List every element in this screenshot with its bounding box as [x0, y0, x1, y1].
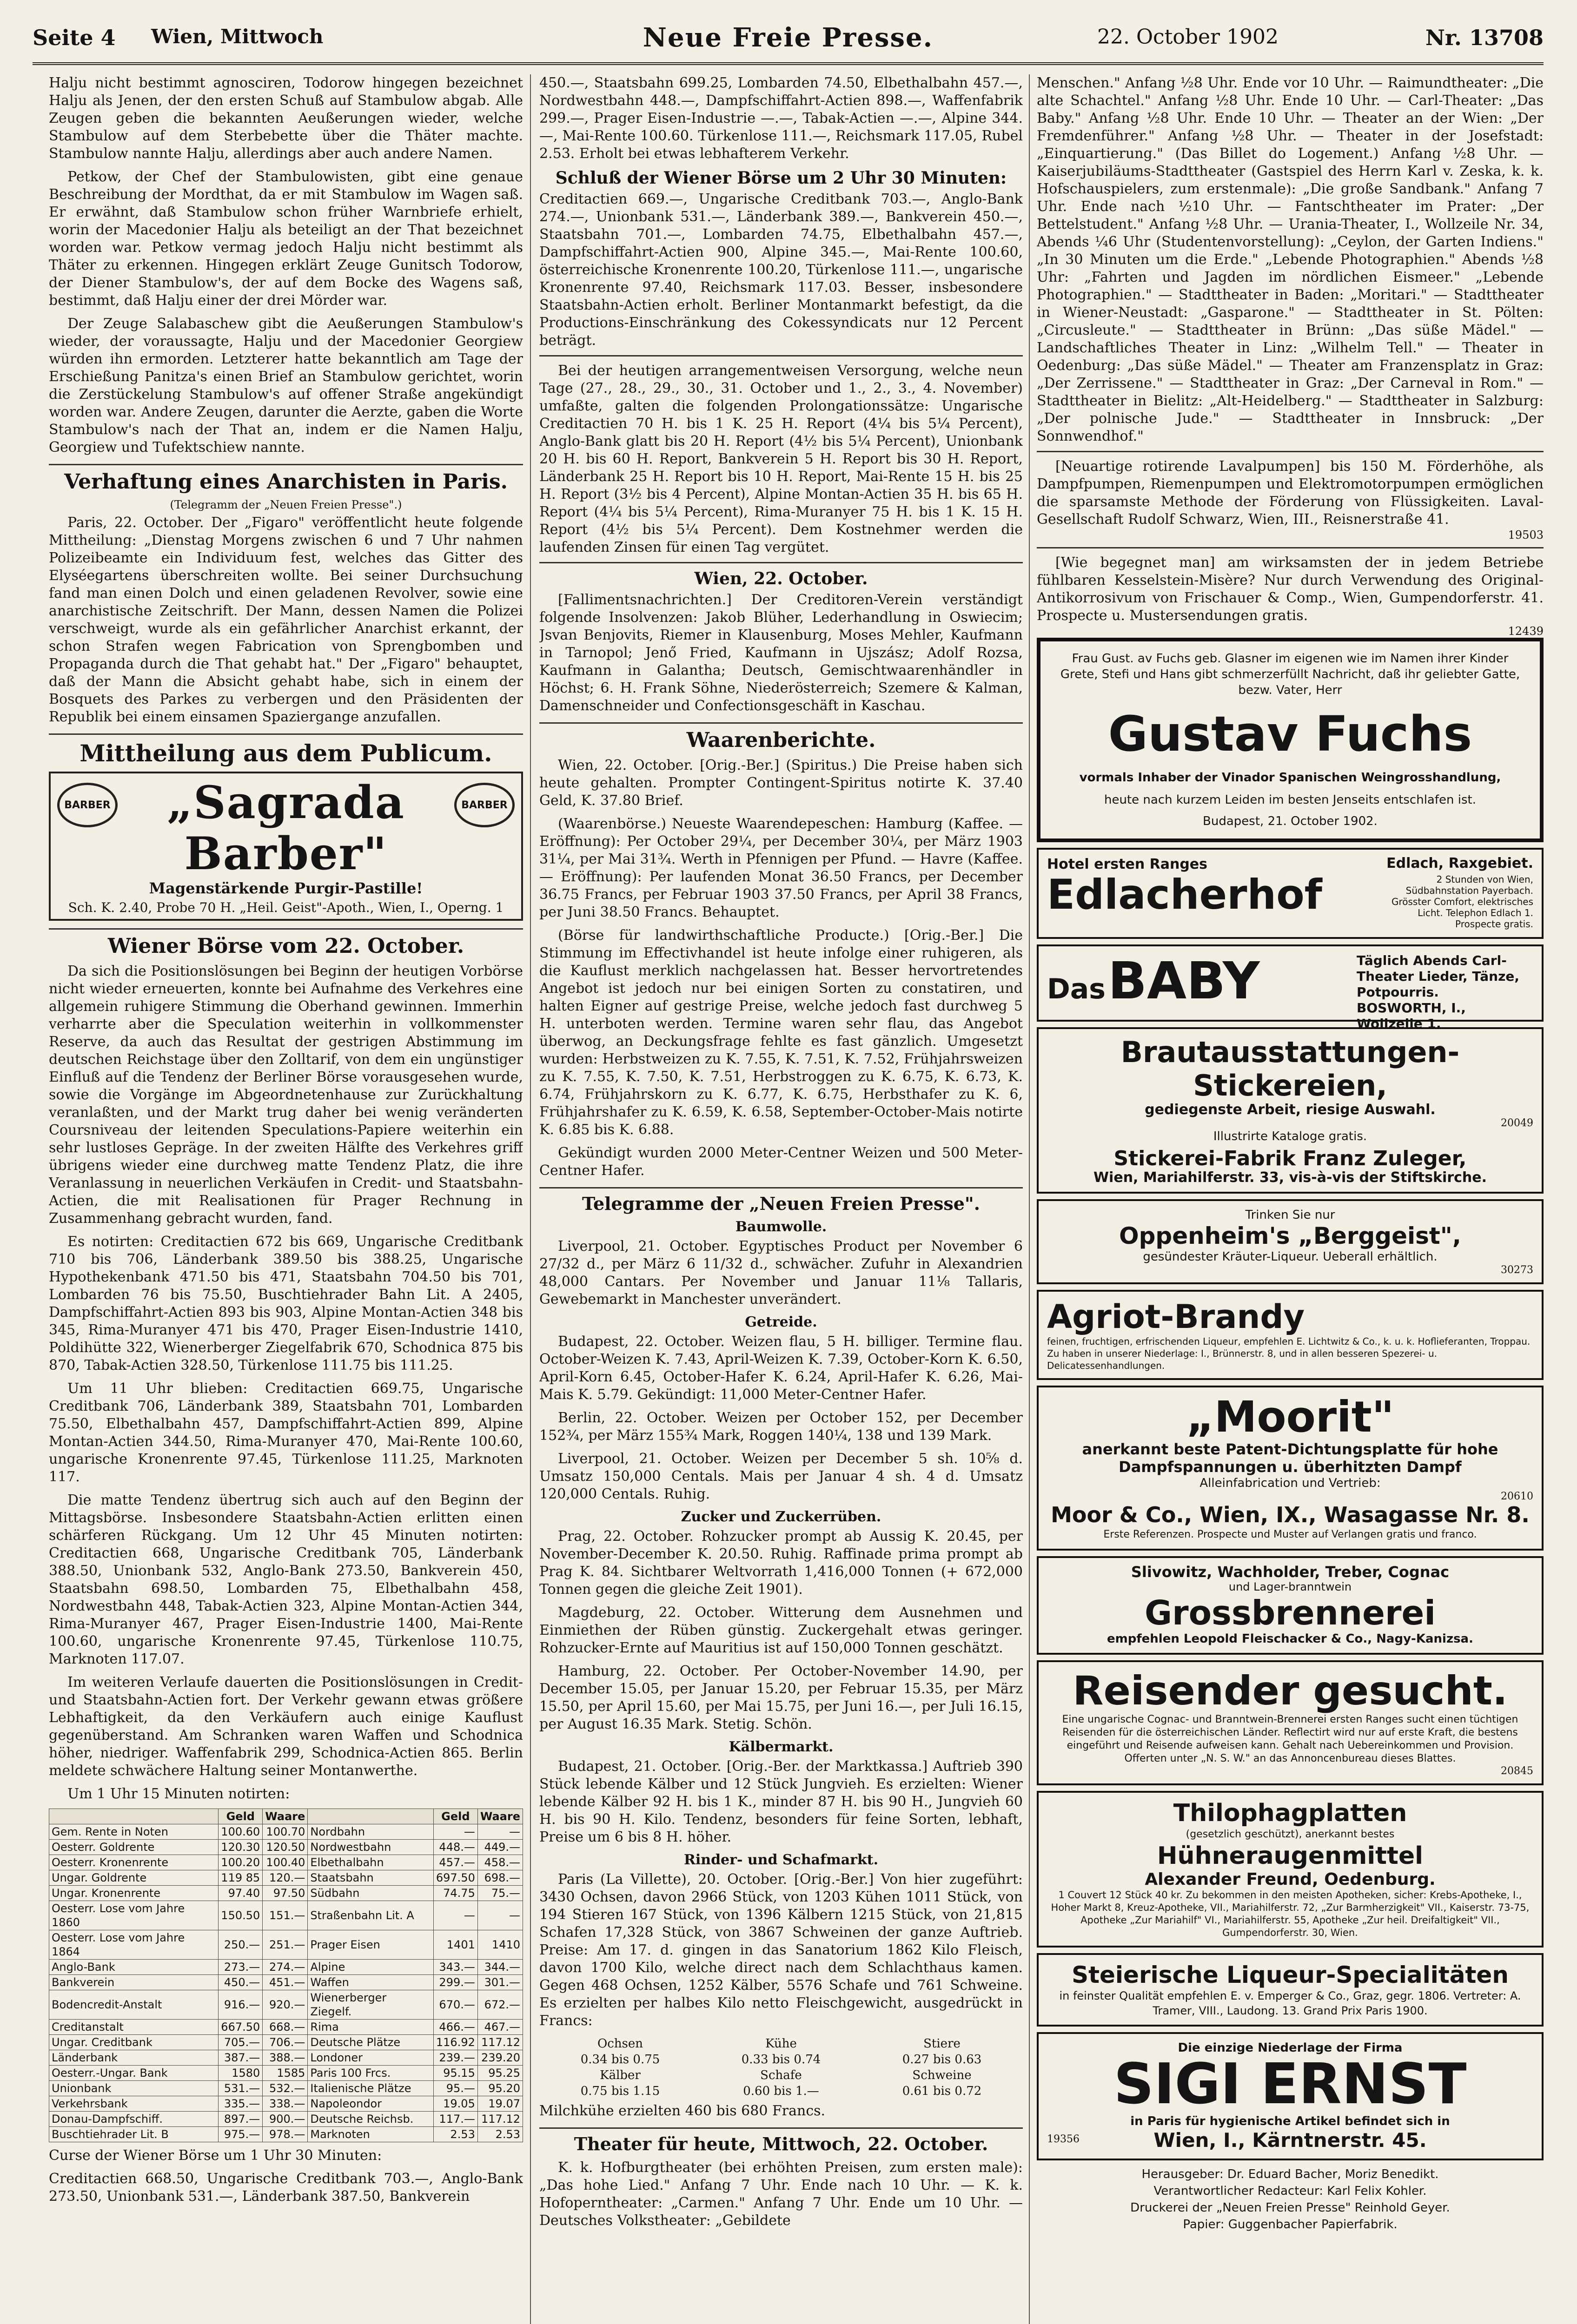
- ad-agriot: [1037, 1290, 1544, 1380]
- table-row: [49, 1990, 523, 2020]
- price-cell: 150.50: [219, 1901, 263, 1930]
- ad-title: Reisender gesucht.: [1073, 1668, 1508, 1714]
- meat-price: 0.27 bis 0.63: [902, 2053, 982, 2067]
- price-cell: 387.—: [219, 2050, 263, 2066]
- security-name: Londoner: [308, 2050, 433, 2066]
- article-paragraph: Der Zeuge Salabaschew gibt die Aeußerungen Stambulow's wieder, der voraussagte, Halju und der Macedonier Georgiew würden ihn ermorden. Letzterer hatte bekanntlich am Tage der Erschießung Panitza's einen Brief an Stambulow gerichtet, worin die Zerstückelung Stambulow's auf offener Straße angekündigt worden war. Andere Zeugen, darunter die Aerzte, gaben die Worte Stambulow's nach der That an, indem er die Namen Halju, Georgiew und Tufektschiew nannte.: [49, 316, 523, 456]
- meat-price: 0.33 bis 0.74: [741, 2053, 821, 2067]
- price-cell: 120.50: [263, 1840, 308, 1855]
- ad-text: Alexander Freund, Oedenburg.: [1145, 1870, 1436, 1889]
- imprint-line: Papier: Guggenbacher Papierfabrik.: [1183, 2218, 1398, 2232]
- security-name: Nordwestbahn: [308, 1840, 433, 1855]
- price-cell: 705.—: [219, 2035, 263, 2050]
- ad-title: SIGI ERNST: [1113, 2052, 1467, 2117]
- article-paragraph: Menschen." Anfang ½8 Uhr. Ende vor 10 Uhr. — Raimundtheater: „Die alte Schachtel." Anfang ½8 Uhr. Ende 10 Uhr. — Carl-Theater: „Das Baby." Anfang ½8 Uhr. Ende 10 Uhr. — Theater an der Wien: „Der Fremdenführer." Anfang ½8 Uhr. — Theater in der Josefstadt: „Einquartierung." (Das Billet do Logement.) Anfang ½8 Uhr. — Kaiserjubiläums-Stadttheater (Gastspiel des Herrn Karl v. Zeska, k. k. Hofschauspielers, zum erstenmale): „Die große Sandbank." Anfang 7 Uhr. Ende nach ½10 Uhr. — Fantschtheater im Prater: „Der Bettelstudent." Anfang ½8 Uhr. — Urania-Theater, I., Wollzeile Nr. 34, Abends ¼6 Uhr (Studentenvorstellung): „Ceylon, der Garten Indiens." „In 30 Minuten um die Erde." „Lebende Photographien." Abends ½8 Uhr: „Fahrten und Jagden im nördlichen Eismeer." „Lebende Photographien." — Stadttheater in Baden: „Moritari." — Stadttheater in Wiener-Neustadt: „Gasparone." — Stadttheater in St. Pölten: „Circusleute." — Stadttheater in Brünn: „Das süße Mädel." — Landschaftliches Theater in Linz: „Wilhelm Tell." — Theater in Oedenburg: „Das süße Mädel." — Theater am Franzensplatz in Graz: „Der Zerrissene." — Stadttheater in Graz: „Der Carneval in Rom." — Stadttheater in Bielitz: „Alt-Heidelberg." — Stadttheater in Salzburg: „Der polnische Jude." — Stadttheater in Innsbruck: „Der Sonnwendhof.": [1037, 75, 1544, 444]
- price-cell: 1580: [219, 2066, 263, 2081]
- ad-text: in feinster Qualität empfehlen E. v. Emperger & Co., Graz, gegr. 1806. Vertreter: A. Tramer, VIII., Laudong. 13. Grand Prix Paris 1900.: [1059, 1989, 1521, 2017]
- price-cell: 100.70: [263, 1824, 308, 1840]
- security-name: Gem. Rente in Noten: [49, 1824, 219, 1840]
- ad-text: Täglich Abends Carl-Theater Lieder, Tänze, Potpourris. BOSWORTH, I., Wollzeile 1.: [1357, 953, 1519, 1031]
- ad-text: empfehlen Leopold Fleischacker & Co., Nagy-Kanizsa.: [1107, 1632, 1473, 1646]
- ad-reisender: [1037, 1660, 1544, 1785]
- ad-text: feinen, fruchtigen, erfrischenden Liqueur, empfehlen E. Lichtwitz & Co., k. u. k. Hoflieferanten, Troppau. Zu haben in unserer Niederlage: I., Brünnerstr. 8, und in allen besseren Spezerei- u. Delicatessenhandlungen.: [1047, 1336, 1531, 1371]
- ad-subtitle: Magenstärkende Purgir-Pastille!: [149, 879, 423, 897]
- newspaper-title: Neue Freie Presse.: [643, 22, 934, 53]
- table-row: [49, 1870, 523, 1886]
- divider: [1037, 547, 1544, 548]
- price-cell: 338.—: [263, 2096, 308, 2112]
- milk-note: Milchkühe erzielten 460 bis 680 Francs.: [539, 2103, 826, 2119]
- security-name: Anglo-Bank: [49, 1960, 219, 1975]
- ad-text: Trinken Sie nur: [1245, 1208, 1335, 1222]
- meat-head: Schweine: [912, 2068, 972, 2082]
- ad-text: anerkannt beste Patent-Dichtungsplatte für hohe Dampfspannungen u. überhitzten Dampf: [1082, 1440, 1498, 1476]
- issue-number: Nr. 13708: [1425, 25, 1544, 50]
- price-cell: 116.92: [433, 2035, 477, 2050]
- ad-title: Agriot-Brandy: [1047, 1298, 1305, 1336]
- imprint: [1037, 2166, 1544, 2233]
- article-paragraph: Creditactien 668.50, Ungarische Creditbank 703.—, Anglo-Bank 273.50, Unionbank 531.—, Länderbank 387.50, Bankverein: [49, 2171, 523, 2205]
- table-header: Waare: [263, 1809, 308, 1824]
- price-cell: —: [477, 1901, 523, 1930]
- price-cell: 97.50: [263, 1886, 308, 1901]
- article-paragraph: Budapest, 21. October. [Orig.-Ber. der Marktkassa.] Auftrieb 390 Stück lebende Kälber und 12 Stück Jungvieh. Es erzielten: Wiener lebende Kälber 92 H. bis 1 K., minder 87 H. bis 90 H., Jungvieh 60 H. bis 90 H. Kilo. Tendenz, besonders für feine Sorten, lebhaft, Preise um 6 bis 8 H. höher.: [539, 1758, 1023, 1845]
- price-cell: 668.—: [263, 2020, 308, 2035]
- column-rule: [530, 74, 531, 2324]
- subhead-grain: Getreide.: [745, 1314, 817, 1330]
- death-line: Budapest, 21. October 1902.: [1203, 814, 1378, 828]
- price-cell: 119 85: [219, 1870, 263, 1886]
- ad-text: Illustrirte Kataloge gratis.: [1213, 1129, 1367, 1143]
- ad-text: in Paris für hygienische Artikel befindet sich in: [1130, 2114, 1450, 2128]
- imprint-line: Herausgeber: Dr. Eduard Bacher, Moriz Benedikt.: [1141, 2167, 1439, 2181]
- price-cell: 916.—: [219, 1990, 263, 2020]
- ad-sigi-ernst: [1037, 2032, 1544, 2160]
- death-line: heute nach kurzem Leiden im besten Jenseits entschlafen ist.: [1104, 793, 1476, 807]
- ad-text: 1 Couvert 12 Stück 40 kr. Zu bekommen in den meisten Apotheken, sicher: Krebs-Apotheke, I., Hoher Markt 8, Kreuz-Apotheke, VII., Mariahilferstr. 72, „Zur Barmherzigkeit" VII., Kaiserstr. 73-75, Apotheke „Zur Mariahilf" VI., Mariahilferstr. 55, Apotheke „Zur heil. Dreifaltigkeit" VII., Gumpendorferstr. 30, Wien.: [1051, 1889, 1530, 1938]
- security-name: Südbahn: [308, 1886, 433, 1901]
- ad-text: Erste Referenzen. Prospecte und Muster auf Verlangen gratis und franco.: [1103, 1529, 1477, 1540]
- column-3: [1037, 74, 1544, 2324]
- price-cell: 100.60: [219, 1824, 263, 1840]
- issue-date: 22. October 1902: [1097, 25, 1279, 49]
- article-paragraph: K. k. Hofburgtheater (bei erhöhten Preisen, zum ersten male): „Das hohe Lied." Anfang 7 Uhr. Ende nach 10 Uhr. — K. k. Hofoperntheater: „Carmen." Anfang 7 Uhr. Ende um 10 Uhr. — Deutsches Volkstheater: „Gebildete: [539, 2159, 1023, 2229]
- security-name: Rima: [308, 2020, 433, 2035]
- table-row: [49, 2066, 523, 2081]
- divider: [539, 355, 1023, 357]
- price-cell: 274.—: [263, 1960, 308, 1975]
- price-cell: 667.50: [219, 2020, 263, 2035]
- ad-title: Brautausstattungen-Stickereien,: [1120, 1035, 1460, 1103]
- table-row: [49, 1840, 523, 1855]
- article-paragraph: Da sich die Positionslösungen bei Beginn der heutigen Vorbörse nicht wieder erneuerten, konnte bei Aufnahme des Verkehres eine allgemein ruhigere Stimmung die Oberhand gewinnen. Immerhin verharrte aber die Speculation weiterhin in vollkommenster Reserve, da auch das Resultat der gestrigen Abstimmung im deutschen Reichstage über den Zolltarif, von dem ein ungünstiger Einfluß auf die Tendenz der Berliner Börse vorausgesehen wurde, sowie die Vorgänge im Abgeordnetenhause zur Zurückhaltung veranlaßten, und der Markt trug daher bei wenig veränderten Coursniveau der leitenden Speculations-Papiere weiterhin ein sehr lustloses Gepräge. In der zweiten Hälfte des Verkehres griff übrigens wieder eine durchweg matte Tendenz Platz, die ihre Veranlassung in neuerlichen Verkäufen in Credit- und Staatsbahn-Actien, die mit Realisationen für Prager Rechnung in Zusammenhang gebracht wurden, fand.: [49, 963, 523, 1227]
- security-name: Länderbank: [49, 2050, 219, 2066]
- price-cell: 239.—: [433, 2050, 477, 2066]
- price-cell: 250.—: [219, 1930, 263, 1960]
- price-cell: 2.53: [433, 2127, 477, 2142]
- security-name: Napoleondor: [308, 2096, 433, 2112]
- meat-price: 0.34 bis 0.75: [580, 2053, 660, 2067]
- imprint-line: Druckerei der „Neuen Freien Presse" Reinhold Geyer.: [1130, 2201, 1450, 2215]
- ad-moorit: [1037, 1386, 1544, 1551]
- security-name: Oesterr. Lose vom Jahre 1860: [49, 1901, 219, 1930]
- price-cell: 1585: [263, 2066, 308, 2081]
- meat-price: 0.60 bis 1.—: [743, 2084, 819, 2098]
- ad-baby: [1037, 944, 1544, 1031]
- security-name: Verkehrsbank: [49, 2096, 219, 2112]
- price-cell: 900.—: [263, 2112, 308, 2127]
- security-name: Deutsche Plätze: [308, 2035, 433, 2050]
- security-name: Buschtiehrader Lit. B: [49, 2127, 219, 2142]
- ad-number: 20610: [1501, 1491, 1533, 1502]
- article-paragraph: Gekündigt wurden 2000 Meter-Centner Weizen und 500 Meter-Centner Hafer.: [539, 1145, 1023, 1179]
- ad-number: 19356: [1047, 2133, 1080, 2145]
- subhead-cotton: Baumwolle.: [735, 1219, 827, 1235]
- security-name: Prager Eisen: [308, 1930, 433, 1960]
- table-row: [49, 1930, 523, 1960]
- article-paragraph: Budapest, 22. October. Weizen flau, 5 H. billiger. Termine flau. October-Weizen K. 7.43, April-Weizen K. 7.39, October-Korn K. 6.50, April-Korn 6.45, October-Hafer K. 6.24, April-Hafer K. 6.26, Mai-Mais K. 5.79. Gekündigt: 11,000 Meter-Centner Hafer.: [539, 1334, 1023, 1403]
- table-row: [49, 2035, 523, 2050]
- article-paragraph: Paris (La Villette), 20. October. [Orig.-Ber.] Von hier zugeführt: 3430 Ochsen, davon 2966 Stück, von 1203 Kühen 1011 Stück, von 194 Stieren 167 Stück, von 1396 Kälbern 1215 Stück, von 21,815 Schafen 17,328 Stück, von 3867 Schweinen der ganze Auftrieb. Preise: Am 17. d. gingen in das Sanatorium 1862 Kilo Fleisch, davon 1700 Kilo, welche direct nach dem Schlachthaus kamen. Gegen 468 Ochsen, 1252 Kälber, 5576 Schafe und 761 Schweine. Es erzielten per halbes Kilo netto Fleischgewicht, ausgedrückt in Francs:: [539, 1871, 1023, 2029]
- price-cell: 335.—: [219, 2096, 263, 2112]
- security-name: Bankverein: [49, 1975, 219, 1990]
- price-cell: 251.—: [263, 1930, 308, 1960]
- price-cell: 343.—: [433, 1960, 477, 1975]
- price-cell: 450.—: [219, 1975, 263, 1990]
- price-cell: 698.—: [477, 1870, 523, 1886]
- security-name: Creditanstalt: [49, 2020, 219, 2035]
- table-header: Geld: [433, 1809, 477, 1824]
- ad-title: Stickerei-Fabrik Franz Zuleger,: [1113, 1147, 1467, 1170]
- headline-theater: Theater für heute, Mittwoch, 22. October.: [539, 2127, 1023, 2154]
- ad-number: 20049: [1501, 1117, 1533, 1129]
- article-paragraph: Halju nicht bestimmt agnosciren, Todorow hingegen bezeichnet Halju als Jenen, der den ersten Schuß auf Stambulow abgab. Alle Zeugen geben die bekannten Aeußerungen wieder, welche Stambulow auf dem Sterbebette über die Thäter machte. Stambulow nannte Halju, allerdings aber auch andere Namen.: [49, 75, 523, 162]
- headline-bourse: Wiener Börse vom 22. October.: [49, 928, 523, 958]
- ad-text: (gesetzlich geschützt), anerkannt bestes: [1186, 1829, 1395, 1840]
- price-cell: 531.—: [219, 2081, 263, 2096]
- meat-price-table: [539, 2035, 1023, 2100]
- meat-price: 0.75 bis 1.15: [580, 2084, 660, 2098]
- ad-steirische: [1037, 1953, 1544, 2027]
- price-cell: 670.—: [433, 1990, 477, 2020]
- subhead-calves: Kälbermarkt.: [729, 1739, 834, 1755]
- security-name: Ungar. Goldrente: [49, 1870, 219, 1886]
- price-cell: 697.50: [433, 1870, 477, 1886]
- price-cell: 2.53: [477, 2127, 523, 2142]
- price-cell: 273.—: [219, 1960, 263, 1975]
- ad-title: Moor & Co., Wien, IX., Wasagasse Nr. 8.: [1051, 1502, 1530, 1527]
- table-header: [308, 1809, 433, 1824]
- bourse-table: [49, 1809, 523, 2142]
- security-name: Donau-Dampfschiff.: [49, 2112, 219, 2127]
- price-cell: 74.75: [433, 1886, 477, 1901]
- deceased-name: Gustav Fuchs: [1108, 706, 1472, 762]
- price-cell: 388.—: [263, 2050, 308, 2066]
- ad-berggeist: [1037, 1199, 1544, 1284]
- security-name: Waffen: [308, 1975, 433, 1990]
- meat-head: Kälber: [600, 2068, 641, 2082]
- article-paragraph: Bei der heutigen arrangementweisen Versorgung, welche neun Tage (27., 28., 29., 30., 31. October und 1., 2., 3., 4. November) umfaßte, galten die folgenden Prolongationssätze: Ungarische Creditactien 70 H. bis 1 K. 25 H. Report (4¼ bis 5¼ Percent), Anglo-Bank glatt bis 20 H. Report (4½ bis 5¼ Percent), Unionbank 20 H. bis 60 H. Report, Bankverein 5 H. Report bis 30 H. Report, Länderbank 25 H. Report bis 10 H. Report, Mai-Rente 15 H. bis 25 H. Report (3½ bis 4 Percent), Alpine Montan-Actien 35 H. bis 65 H. Report (4¼ bis 5¼ Percent), Rima-Muranyer 75 H. bis 1 K. 15 H. Report (4½ bis 5¼ Percent). Dem Kostnehmer werden die laufenden Zinsen für einen Tag vergütet.: [539, 363, 1023, 555]
- security-name: Oesterr. Kronenrente: [49, 1855, 219, 1870]
- barber-logo-icon: BARBER: [57, 783, 118, 827]
- headline-public: Mittheilung aus dem Publicum.: [49, 733, 523, 767]
- article-paragraph: Um 1 Uhr 15 Minuten notirten:: [67, 1786, 290, 1802]
- price-cell: 897.—: [219, 2112, 263, 2127]
- ad-title: „Moorit": [1186, 1392, 1394, 1442]
- meat-price: 0.61 bis 0.72: [902, 2084, 982, 2098]
- table-row: [49, 1960, 523, 1975]
- security-name: Oesterr. Lose vom Jahre 1864: [49, 1930, 219, 1960]
- security-name: Ungar. Creditbank: [49, 2035, 219, 2050]
- imprint-line: Verantwortlicher Redacteur: Karl Felix Kohler.: [1153, 2184, 1427, 2198]
- ad-kesselstein: [Wie begegnet man] am wirksamsten der in jedem Betriebe fühlbaren Kesselstein-Misère? Nur durch Verwendung des Original-Antikorrosivum von Frischauer & Comp., Wien, Gumpendorferstr. 41. Prospecte u. Mustersendungen gratis.: [1037, 555, 1544, 624]
- article-paragraph: Paris, 22. October. Der „Figaro" veröffentlicht heute folgende Mittheilung: „Dienstag Morgens zwischen 6 und 7 Uhr nahmen Polizeibeamte ein Individuum fest, welches das Gitter des Elyséegartens überschreiten wollte. Bei seiner Durchsuchung fand man einen Dolch und einen geladenen Revolver, sowie eine anarchistische Zeitschrift. Der Mann, dessen Namen die Polizei verschweigt, wurde als ein gefährlicher Anarchist erkannt, der schon Strafen wegen Fabrication von Sprengbomben und Propaganda durch die That gehabt hat." Der „Figaro" behauptet, daß der Mann die Absicht gehabt habe, sich in einem der Bosquets des Parkes zu verbergen und den Präsidenten der Republik bei einem einsamen Spaziergange anzufallen.: [49, 515, 523, 725]
- price-cell: 95.20: [477, 2081, 523, 2096]
- ad-edlacherhof: [1037, 848, 1544, 939]
- issue-day: Wien, Mittwoch: [151, 25, 324, 48]
- price-cell: 117.12: [477, 2112, 523, 2127]
- article-paragraph: 450.—, Staatsbahn 699.25, Lombarden 74.50, Elbethalbahn 457.—, Nordwestbahn 448.—, Dampfschiffahrt-Actien 898.—, Waffenfabrik 299.—, Prager Eisen-Industrie —.—, Tabak-Actien —.—, Alpine 344.—, Mai-Rente 100.60. Türkenlose 111.—, Reichsmark 117.05, Rubel 2.53. Erholt bei etwas lebhafterem Verkehr.: [539, 75, 1023, 162]
- column-rule: [1029, 74, 1030, 2324]
- table-row: [49, 2112, 523, 2127]
- security-name: Bodencredit-Anstalt: [49, 1990, 219, 2020]
- price-cell: 151.—: [263, 1901, 308, 1930]
- ad-text: Edlach, Raxgebiet.: [1386, 855, 1533, 872]
- price-cell: 100.20: [219, 1855, 263, 1870]
- price-cell: 95.15: [433, 2066, 477, 2081]
- article-paragraph: (Waarenbörse.) Neueste Waarendepeschen: Hamburg (Kaffee. — Eröffnung): Per October 29¼, per December 30¼, per März 1903 31¼, per Mai 31¾. Werth in Pfennigen per Pfund. — Havre (Kaffee. — Eröffnung): Per laufenden Monat 36.50 Francs, per December 36.75 Francs, per Februar 1903 37.50 Francs, per April 38 Francs, per Juni 38.50 Francs. Behauptet.: [539, 816, 1023, 920]
- table-row: [49, 2096, 523, 2112]
- security-name: Elbethalbahn: [308, 1855, 433, 1870]
- ad-text: Slivowitz, Wachholder, Treber, Cognac: [1131, 1563, 1450, 1581]
- security-name: Marknoten: [308, 2127, 433, 2142]
- article-paragraph: Es notirten: Creditactien 672 bis 669, Ungarische Creditbank 710 bis 706, Länderbank 389.50 bis 388.25, Ungarische Hypothekenbank 471.50 bis 471, Staatsbahn 704.50 bis 701, Lombarden 76 bis 75.50, Buschtiehrader Bahn Lit. A 2405, Dampfschiffahrt-Actien 893 bis 903, Alpine Montan-Actien 348 bis 345, Rima-Muranyer 471 bis 470, Prager Eisen-Industrie 1410, Poldihütte 322, Wienerberger Ziegelfabrik 670, Schodnica 875 bis 870, Tabak-Actien 328.50, Türkenlose 111.75 bis 111.25.: [49, 1234, 523, 1373]
- table-row: [49, 1824, 523, 1840]
- price-cell: 466.—: [433, 2020, 477, 2035]
- table-row: [49, 1901, 523, 1930]
- ad-text: Alleinfabrication und Vertrieb:: [1199, 1476, 1381, 1490]
- security-name: Nordbahn: [308, 1824, 433, 1840]
- barber-logo-icon: BARBER: [454, 783, 515, 827]
- article-paragraph: [Fallimentsnachrichten.] Der Creditoren-Verein verständigt folgende Insolvenzen: Jakob Blüher, Lederhandlung in Oswiecim; Jsvan Benjovits, Riemer in Klausenburg, Moses Mehler, Kaufmann in Tarnopol; Jenő Fried, Kaufmann in Ujszász; Adolf Rozsa, Kaufmann in Galantha; Deutsch, Gemischtwaarenhändler in Höchst; 6. H. Frank Söhne, Niederösterreich; Szemere & Kalman, Damenschneider und Confectionsgeschäft in Kaschau.: [539, 592, 1023, 714]
- column-1: [49, 74, 523, 2324]
- price-cell: —: [433, 1824, 477, 1840]
- price-cell: 920.—: [263, 1990, 308, 2020]
- ad-brautausstattung: [1037, 1027, 1544, 1194]
- ad-title: Thilophagplatten: [1173, 1799, 1407, 1827]
- headline-arrest: Verhaftung eines Anarchisten in Paris.: [49, 464, 523, 494]
- article-paragraph: Im weiteren Verlaufe dauerten die Positionslösungen in Credit- und Staatsbahn-Actien fort. Der Verkehr gewann etwas größere Lebhaftigkeit, da den Verkäufern auch einige Kauflust gegenüberstand. Am Schranken waren Waffen und Schodnica höher, niedriger. Waffenfabrik 299, Schodnica-Actien 865. Berlin meldete schwächere Haltung seiner Montanwerthe.: [49, 1674, 523, 1779]
- meat-head: Stiere: [923, 2037, 961, 2051]
- security-name: Oesterr.-Ungar. Bank: [49, 2066, 219, 2081]
- price-cell: 448.—: [433, 1840, 477, 1855]
- ad-address: Wien, I., Kärntnerstr. 45.: [1153, 2129, 1427, 2152]
- ad-grossbrennerei: [1037, 1556, 1544, 1655]
- price-cell: 95.25: [477, 2066, 523, 2081]
- ad-title: BABY: [1108, 951, 1260, 1010]
- meat-head: Schafe: [760, 2068, 802, 2082]
- death-line: Frau Gust. av Fuchs geb. Glasner im eigenen wie im Namen ihrer Kinder Grete, Stefi und Hans gibt schmerzerfüllt Nachricht, daß ihr geliebter Gatte, bezw. Vater, Herr: [1060, 652, 1520, 697]
- price-cell: —: [433, 1901, 477, 1930]
- security-name: Ungar. Kronenrente: [49, 1886, 219, 1901]
- price-cell: —: [477, 1824, 523, 1840]
- close-line: Curse der Wiener Börse um 1 Uhr 30 Minuten:: [49, 2147, 382, 2164]
- price-cell: 451.—: [263, 1975, 308, 1990]
- article-paragraph: Magdeburg, 22. October. Witterung dem Ausnehmen und Einmiethen der Rüben günstig. Zuckergehalt etwas geringer. Rohzucker-Ernte auf Mauritius ist auf 150,000 Tonnen geschätzt.: [539, 1604, 1023, 1656]
- ad-text: 2 Stunden von Wien, Südbahnstation Payerbach. Grösster Comfort, elektrisches Licht. Telephon Edlach 1. Prospecte gratis.: [1391, 874, 1533, 930]
- price-cell: 1401: [433, 1930, 477, 1960]
- table-header: Geld: [219, 1809, 263, 1824]
- price-cell: 120.30: [219, 1840, 263, 1855]
- article-paragraph: (Börse für landwirthschaftliche Producte.) [Orig.-Ber.] Die Stimmung im Effectivhandel ist heute infolge einer ruhigeren, als die Kauflust merklich nachgelassen hat. Besser hervortretendes Angebot ist jedoch nur bei einigen Sorten zu constatiren, und halten Eigner auf gestrige Preise, welche jedoch fast durchweg 5 H. unterboten werden. Termine waren sehr flau, das Angebot überwog, an Deckungsfrage fehlte es fast gänzlich. Umgesetzt wurden: Herbstweizen zu K. 7.55, K. 7.51, K. 7.52, Frühjahrsweizen zu K. 7.55, K. 7.50, K. 7.51, Herbstroggen zu K. 6.75, K. 6.73, K. 6.74, Frühjahrskorn zu K. 6.77, K. 6.75, Herbsthafer zu K. 6, Frühjahrshafer zu K. 6.59, K. 6.58, September-October-Mais notirte K. 6.85 bis K. 6.88.: [539, 927, 1023, 1138]
- article-paragraph: Hamburg, 22. October. Per October-November 14.90, per December 15.05, per Januar 15.20, per Februar 15.35, per März 15.50, per April 15.60, per Mai 15.75, per Juni 16.—, per Juli 16.15, per August 16.35 Mark. Stetig. Schön.: [539, 1663, 1023, 1732]
- price-cell: 75.—: [477, 1886, 523, 1901]
- price-cell: 299.—: [433, 1975, 477, 1990]
- article-paragraph: Prag, 22. October. Rohzucker prompt ab Aussig K. 20.45, per November-December K. 20.50. Ruhig. Raffinade prima prompt ab Prag K. 84. Sichtbarer Weltvorrath 1,416,000 Tonnen (+ 672,000 Tonnen gegen die gleiche Zeit 1901).: [539, 1528, 1023, 1598]
- ad-number: 30273: [1501, 1264, 1533, 1276]
- security-name: Italienische Plätze: [308, 2081, 433, 2096]
- security-name: Alpine: [308, 1960, 433, 1975]
- article-paragraph: Creditactien 669.—, Ungarische Creditbank 703.—, Anglo-Bank 274.—, Unionbank 531.—, Länderbank 389.—, Bankverein 450.—, Staatsbahn 701.—, Lombarden 74.75, Elbethalbahn 457.—, Dampfschiffahrt-Actien 900, Alpine 345.—, Mai-Rente 100.60, österreichische Kronenrente 100.20, Türkenlose 111.—, ungarische Kronenrente 97.40, Reichsmark 117.03. Besser, insbesondere Staatsbahn-Actien erholt. Berliner Montanmarkt befestigt, da die Productions-Einschränkung des Cokessyndicats nur 12 Percent beträgt.: [539, 191, 1023, 349]
- table-row: [49, 1975, 523, 1990]
- telegram-note: (Telegramm der „Neuen Freien Presse".): [170, 498, 402, 511]
- masthead: [33, 20, 1544, 65]
- price-cell: 301.—: [477, 1975, 523, 1990]
- article-paragraph: Petkow, der Chef der Stambulowisten, gibt eine genaue Beschreibung der Mordthat, da er mit Stambulow im Wagen saß. Er erwähnt, daß Stambulow schon früher Warnbriefe erhielt, worin der Macedonier Halju als beteiligt an der That bezeichnet worden war. Petkow vermag jedoch Halju nicht bestimmt als Thäter zu erkennen. Hingegen erklärt Zeuge Gunitsch Todorow, der Diener Stambulow's, der auf dem Bocke des Wagens saß, bestimmt, daß Halju einer der drei Mörder war.: [49, 169, 523, 309]
- death-notice: [1037, 638, 1544, 842]
- ad-text: Das: [1047, 973, 1106, 1005]
- ad-title: Edlacherhof: [1047, 871, 1322, 918]
- ad-title: Grossbrennerei: [1144, 1593, 1436, 1632]
- ad-sagrada-barber: [49, 772, 523, 921]
- price-cell: 975.—: [219, 2127, 263, 2142]
- price-cell: 978.—: [263, 2127, 308, 2142]
- price-cell: 100.40: [263, 1855, 308, 1870]
- subhead-cattle: Rinder- und Schafmarkt.: [683, 1852, 879, 1868]
- ad-title: Oppenheim's „Berggeist",: [1119, 1222, 1461, 1249]
- price-cell: 19.07: [477, 2096, 523, 2112]
- divider: [539, 562, 1023, 563]
- headline-telegrams: Telegramme der „Neuen Freien Presse".: [539, 1187, 1023, 1214]
- price-cell: 117.12: [477, 2035, 523, 2050]
- ad-address: Sch. K. 2.40, Probe 70 H. „Heil. Geist"-Apoth., Wien, I., Operng. 1: [68, 900, 504, 915]
- ad-text: Eine ungarische Cognac- und Branntwein-Brennerei ersten Ranges sucht einen tüchtigen Reisenden für die österreichischen Länder. Reflectirt wird nur auf erste Kraft, die bestens eingeführt und Reisende aufweisen kann. Gehalt nach Uebereinkommen und Provision. Offerten unter „N. S. W." an das Annoncenbureau dieses Blattes.: [1062, 1714, 1518, 1764]
- table-row: [49, 2081, 523, 2096]
- security-name: Staatsbahn: [308, 1870, 433, 1886]
- security-name: Unionbank: [49, 2081, 219, 2096]
- ad-text: gediegenste Arbeit, riesige Auswahl.: [1145, 1102, 1436, 1118]
- headline-close: Schluß der Wiener Börse um 2 Uhr 30 Minuten:: [555, 168, 1007, 188]
- ad-number: 20845: [1501, 1765, 1533, 1777]
- ad-number: 12439: [1508, 625, 1544, 638]
- table-row: [49, 2050, 523, 2066]
- table-row: [49, 2127, 523, 2142]
- security-name: Paris 100 Frcs.: [308, 2066, 433, 2081]
- ad-title: Steierische Liqueur-Specialitäten: [1072, 1961, 1509, 1988]
- price-cell: 344.—: [477, 1960, 523, 1975]
- article-paragraph: Die matte Tendenz übertrug sich auch auf den Beginn der Mittagsbörse. Insbesondere Staatsbahn-Actien erlitten einen schärferen Rückgang. Um 12 Uhr 45 Minuten notirten: Creditactien 668, Ungarische Creditbank 705, Länderbank 388.50, Unionbank 532, Anglo-Bank 273.50, Bankverein 450, Staatsbahn 698.50, Lombarden 75, Elbethalbahn 458, Nordwestbahn 448, Tabak-Actien 323, Alpine Montan-Actien 344, Rima-Muranyer 467, Prager Eisen-Industrie 1400, Mai-Rente 100.60, ungarische Kronenrente 97.45, Türkenlose 110.75, Marknoten 117.07.: [49, 1492, 523, 1667]
- ad-title: „Sagrada Barber": [167, 776, 405, 880]
- price-cell: 1410: [477, 1930, 523, 1960]
- price-cell: 706.—: [263, 2035, 308, 2050]
- article-paragraph: Wien, 22. October. [Orig.-Ber.] (Spiritus.) Die Preise haben sich heute gehalten. Prompter Contingent-Spiritus notirte K. 37.40 Geld, K. 37.80 Brief.: [539, 757, 1023, 809]
- ad-text: Wien, Mariahilferstr. 33, vis-à-vis der Stiftskirche.: [1093, 1169, 1487, 1186]
- price-cell: 532.—: [263, 2081, 308, 2096]
- table-header: [49, 1809, 219, 1824]
- price-cell: 95.—: [433, 2081, 477, 2096]
- ad-title: Hühneraugenmittel: [1157, 1842, 1423, 1870]
- table-header: Waare: [477, 1809, 523, 1824]
- security-name: Deutsche Reichsb.: [308, 2112, 433, 2127]
- security-name: Straßenbahn Lit. A: [308, 1901, 433, 1930]
- ad-text: gesündester Kräuter-Liqueur. Ueberall erhältlich.: [1143, 1250, 1438, 1264]
- headline-wien: Wien, 22. October.: [694, 569, 868, 588]
- article-paragraph: Liverpool, 21. October. Egyptisches Product per November 6 27/32 d., per März 6 11/32 d., schwächer. Zufuhr in Alexandrien 48,000 Cantars. Per November und Januar 11⅛ Tallaris, Gewebemarkt in Manchester unverändert.: [539, 1238, 1023, 1307]
- ad-text: Die einzige Niederlage der Firma: [1178, 2041, 1403, 2055]
- meat-head: Ochsen: [597, 2037, 643, 2051]
- table-row: [49, 2020, 523, 2035]
- price-cell: 239.20: [477, 2050, 523, 2066]
- table-row: [49, 1886, 523, 1901]
- divider: [1037, 451, 1544, 452]
- article-paragraph: Um 11 Uhr blieben: Creditactien 669.75, Ungarische Creditbank 706, Länderbank 389, Staatsbahn 701, Lombarden 75.50, Elbethalbahn 457, Dampfschiffahrt-Actien 899, Alpine Montan-Actien 344.50, Rima-Muranyer 470, Mai-Rente 100.60, ungarische Kronenrente 97.45, Türkenlose 111.25, Marknoten 117.: [49, 1380, 523, 1485]
- ad-thilophag: [1037, 1791, 1544, 1948]
- meat-head: Kühe: [765, 2037, 797, 2051]
- security-name: Wienerberger Ziegelf.: [308, 1990, 433, 2020]
- article-paragraph: Berlin, 22. October. Weizen per October 152, per December 152¾, per März 155¾ Mark, Roggen 140¼, 138 und 139 Mark.: [539, 1410, 1023, 1444]
- price-cell: 457.—: [433, 1855, 477, 1870]
- headline-waren: Waarenberichte.: [539, 722, 1023, 752]
- column-2: [539, 74, 1023, 2324]
- ad-number: 19503: [1508, 528, 1544, 541]
- price-cell: 97.40: [219, 1886, 263, 1901]
- ad-pumps: [Neuartige rotirende Lavalpumpen] bis 150 M. Förderhöhe, als Dampfpumpen, Riemenpumpen und Elektromotorpumpen ermöglichen die sparsamste Methode der Förderung von Flüssigkeiten. Laval-Gesellschaft Rudolf Schwarz, Wien, III., Reisnerstraße 41.: [1037, 458, 1544, 528]
- price-cell: 467.—: [477, 2020, 523, 2035]
- price-cell: 449.—: [477, 1840, 523, 1855]
- table-row: [49, 1855, 523, 1870]
- ad-text: und Lager-branntwein: [1228, 1580, 1352, 1593]
- subhead-sugar: Zucker und Zuckerrüben.: [681, 1509, 881, 1525]
- price-cell: 117.—: [433, 2112, 477, 2127]
- price-cell: 19.05: [433, 2096, 477, 2112]
- article-paragraph: Liverpool, 21. October. Weizen per December 5 sh. 10⅝ d. Umsatz 150,000 Centals. Mais per Januar 4 sh. 4 d. Umsatz 120,000 Centals. Ruhig.: [539, 1451, 1023, 1502]
- price-cell: 672.—: [477, 1990, 523, 2020]
- death-line: vormals Inhaber der Vinador Spanischen Weingrosshandlung,: [1079, 771, 1501, 785]
- price-cell: 458.—: [477, 1855, 523, 1870]
- ad-text: Hotel ersten Ranges: [1047, 856, 1207, 872]
- price-cell: 120.—: [263, 1870, 308, 1886]
- page-number: Seite 4: [33, 25, 116, 50]
- security-name: Oesterr. Goldrente: [49, 1840, 219, 1855]
